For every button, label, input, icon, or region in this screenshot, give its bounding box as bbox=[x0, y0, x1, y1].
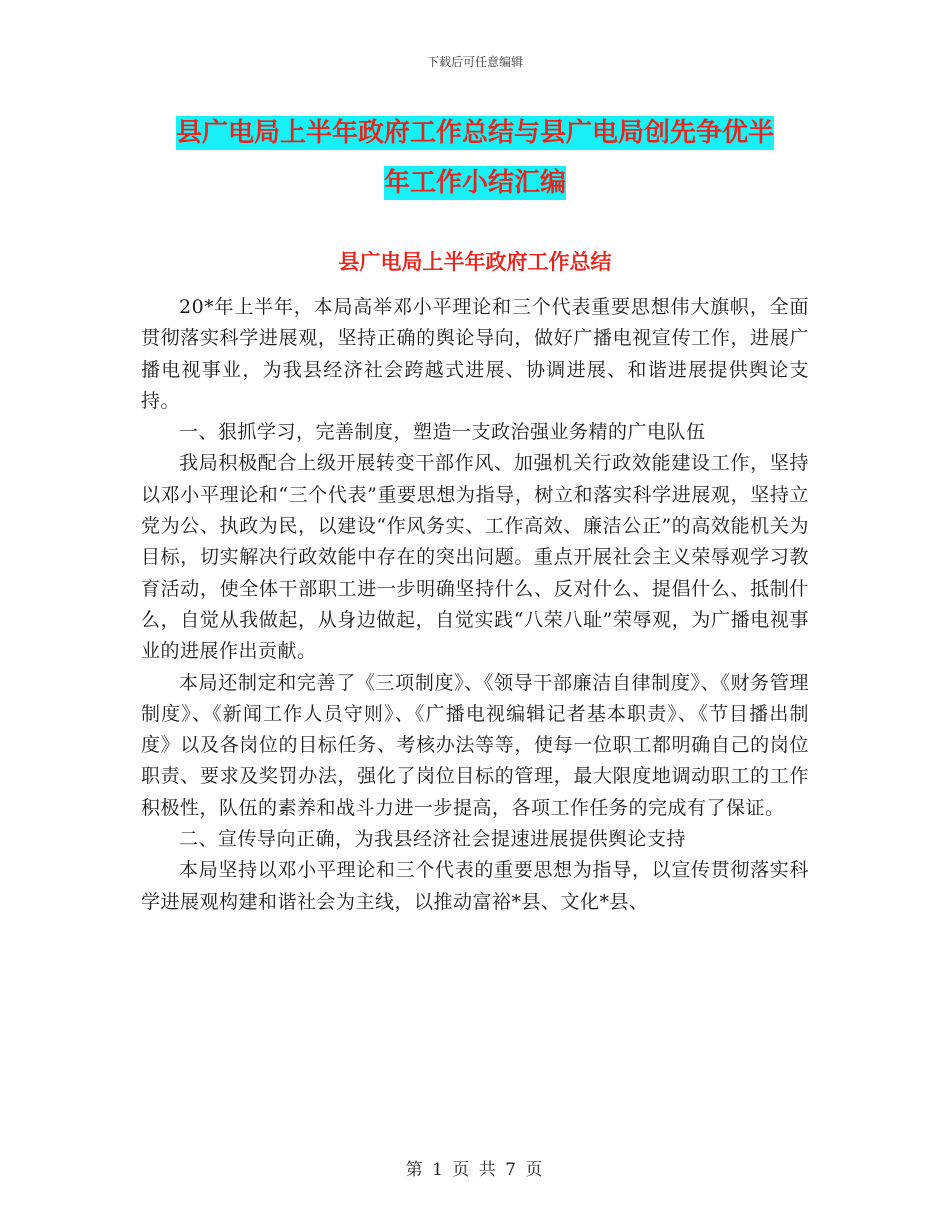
paragraph-publicity: 本局坚持以邓小平理论和三个代表的重要思想为指导，以宣传贯彻落实科学进展观构建和谐社会为主线，以推动富裕*县、文化*县、 bbox=[141, 859, 809, 913]
heading-part-one: 一、狠抓学习，完善制度，塑造一支政治强业务精的广电队伍 bbox=[179, 421, 706, 444]
page-header-note: 下载后可任意编辑 bbox=[426, 55, 523, 69]
paragraph-regulations: 本局还制定和完善了《三项制度》、《领导干部廉洁自律制度》、《财务管理制度》、《新闻工作人员守则》、《广播电视编辑记者基本职责》、《节目播出制度》以及各岗位的目标任务、考核办法等等，使每一位职工都明确自己的岗位职责、要求及奖罚办法，强化了岗位目标的管理，最大限度地调动职工的工作积极性，队伍的素养和战斗力进一步提高，各项工作任务的完成有了保证。 bbox=[141, 671, 809, 819]
document-title-line-1: 县广电局上半年政府工作总结与县广电局创先争优半 bbox=[175, 118, 774, 148]
heading-part-two: 二、宣传导向正确，为我县经济社会提速进展提供舆论支持 bbox=[179, 828, 687, 851]
page-number-footer: 第 1 页 共 7 页 bbox=[405, 1160, 545, 1180]
section-title: 县广电局上半年政府工作总结 bbox=[338, 250, 612, 274]
document-title bbox=[140, 108, 810, 208]
paragraph-intro: 20*年上半年，本局高举邓小平理论和三个代表重要思想伟大旗帜，全面贯彻落实科学进展观，坚持正确的舆论导向，做好广播电视宣传工作，进展广播电视事业，为我县经济社会跨越式进展、协调进展、和谐进展提供舆论支持。 bbox=[141, 296, 809, 412]
paragraph-work-style: 我局积极配合上级开展转变干部作风、加强机关行政效能建设工作，坚持以邓小平理论和“三个代表”重要思想为指导，树立和落实科学进展观，坚持立党为公、执政为民，以建设“作风务实、工作高效、廉洁公正”的高效能机关为目标，切实解决行政效能中存在的突出问题。重点开展社会主义荣辱观学习教育活动，使全体干部职工进一步明确坚持什么、反对什么、提倡什么、抵制什么，自觉从我做起，从身边做起，自觉实践“八荣八耻”荣辱观，为广播电视事业的进展作出贡献。 bbox=[141, 452, 809, 663]
document-body bbox=[141, 292, 809, 918]
document-title-line-2: 年工作小结汇编 bbox=[383, 168, 566, 198]
